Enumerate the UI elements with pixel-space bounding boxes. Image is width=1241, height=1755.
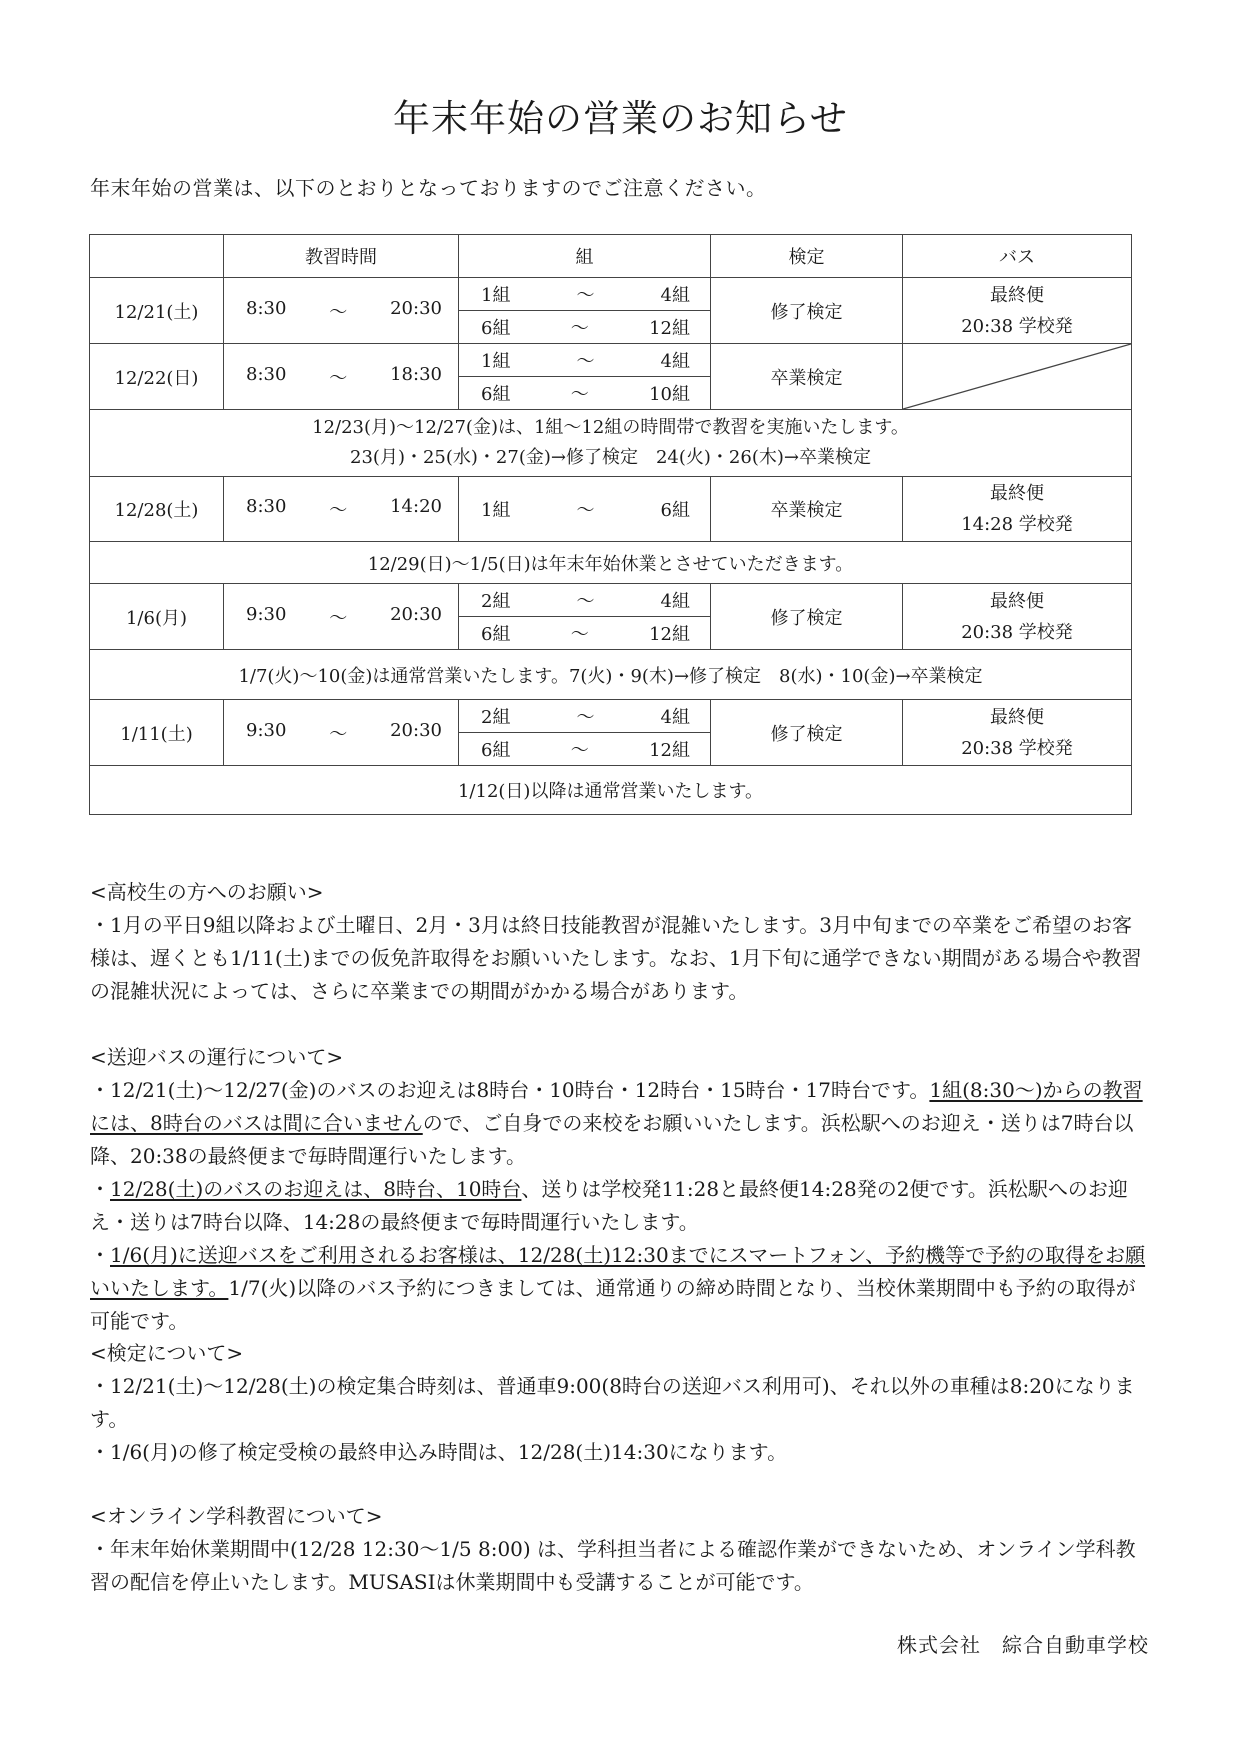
time-start: 8:30 bbox=[246, 297, 287, 319]
bus-label: 最終便 bbox=[990, 284, 1044, 306]
table-note-row bbox=[90, 766, 1132, 815]
table-row bbox=[90, 278, 1132, 311]
online-section bbox=[90, 1500, 1150, 1599]
time-start: 8:30 bbox=[246, 496, 287, 517]
row-time bbox=[224, 584, 459, 650]
underlined-text: 12/28(土)のバスのお迎えは、8時台、10時台 bbox=[110, 1177, 522, 1201]
group-range bbox=[459, 733, 711, 766]
section-heading: <オンライン学科教習について> bbox=[90, 1504, 383, 1528]
row-time bbox=[224, 344, 459, 410]
row-exam: 修了検定 bbox=[711, 584, 903, 650]
group-to: 6組 bbox=[660, 500, 690, 521]
section-paragraph: ・12/21(土)～12/28(土)の検定集合時刻は、普通車9:00(8時台の送迎バス利用可)、それ以外の車種は8:20になります。 bbox=[90, 1374, 1135, 1431]
table-note-row bbox=[90, 410, 1132, 477]
table-header-row bbox=[90, 235, 1132, 278]
section-paragraph: ・1/6(月)の修了検定受検の最終申込み時間は、12/28(土)14:30になります。 bbox=[90, 1440, 788, 1464]
bus-section bbox=[90, 1041, 1150, 1338]
row-bus bbox=[903, 477, 1132, 542]
group-from: 2組 bbox=[481, 707, 511, 728]
time-end: 20:30 bbox=[390, 603, 442, 625]
bus-time: 14:28 学校発 bbox=[961, 514, 1073, 535]
tilde: ～ bbox=[570, 384, 589, 405]
tilde: ～ bbox=[329, 723, 348, 745]
bus-time: 20:38 学校発 bbox=[961, 315, 1073, 337]
row-date: 12/21(土) bbox=[90, 278, 224, 344]
highschool-section bbox=[90, 876, 1150, 1008]
tilde: ～ bbox=[329, 607, 348, 629]
group-range bbox=[459, 584, 711, 617]
group-to: 4組 bbox=[660, 285, 690, 306]
note-line: 23(月)・25(水)・27(金)→修了検定 24(火)・26(木)→卒業検定 bbox=[350, 447, 871, 468]
section-paragraph bbox=[90, 1239, 1150, 1338]
group-to: 12組 bbox=[649, 624, 690, 645]
group-range bbox=[459, 278, 711, 311]
diagonal-line bbox=[903, 344, 1131, 409]
bus-cell-empty bbox=[903, 344, 1132, 410]
note-cell: 1/12(日)以降は通常営業いたします。 bbox=[90, 766, 1132, 815]
tilde: ～ bbox=[576, 285, 595, 306]
note-cell: 12/29(日)～1/5(日)は年末年始休業とさせていただきます。 bbox=[90, 542, 1132, 584]
note-cell: 1/7(火)～10(金)は通常営業いたします。7(火)・9(木)→修了検定 8(水)・10(金)→卒業検定 bbox=[90, 650, 1132, 700]
group-from: 6組 bbox=[481, 318, 511, 339]
row-time bbox=[224, 477, 459, 542]
bus-time: 20:38 学校発 bbox=[961, 621, 1073, 643]
group-to: 4組 bbox=[660, 591, 690, 612]
group-range bbox=[459, 617, 711, 650]
bus-label: 最終便 bbox=[990, 706, 1044, 728]
row-exam: 修了検定 bbox=[711, 700, 903, 766]
tilde: ～ bbox=[576, 707, 595, 728]
table-row bbox=[90, 700, 1132, 733]
group-from: 6組 bbox=[481, 624, 511, 645]
page-title: 年末年始の営業のお知らせ bbox=[393, 97, 848, 140]
section-heading: <送迎バスの運行について> bbox=[90, 1045, 344, 1069]
section-paragraph: ・1月の平日9組以降および土曜日、2月・3月は終日技能教習が混雑いたします。3月中旬までの卒業をご希望のお客様は、遅くとも1/11(土)までの仮免許取得をお願いいたします。なお、1月下旬に通学できない期間がある場合や教習の混雑状況によっては、さらに卒業までの期間がかかる場合があります。 bbox=[90, 913, 1142, 1003]
section-paragraph: ・年末年始休業期間中(12/28 12:30～1/5 8:00) は、学科担当者による確認作業ができないため、オンライン学科教習の配信を停止いたします。MUSASIは休業期間中も受講することが可能です。 bbox=[90, 1537, 1136, 1594]
row-bus bbox=[903, 584, 1132, 650]
note-line: 12/23(月)～12/27(金)は、1組～12組の時間帯で教習を実施いたします。 bbox=[312, 417, 909, 438]
tilde: ～ bbox=[576, 351, 595, 372]
tilde: ～ bbox=[329, 367, 348, 389]
text-run: ので、ご自身での来校をお願いいたします。浜松駅へのお迎え・送りは7時台以降、20:38の最終便まで毎時間運行いたします。 bbox=[90, 1111, 1134, 1168]
header-time: 教習時間 bbox=[224, 235, 459, 278]
table-row bbox=[90, 477, 1132, 542]
row-exam: 卒業検定 bbox=[711, 477, 903, 542]
tilde: ～ bbox=[329, 500, 348, 521]
tilde: ～ bbox=[576, 500, 595, 521]
time-end: 14:20 bbox=[390, 496, 442, 517]
signature: 株式会社 綜合自動車学校 bbox=[897, 1633, 1149, 1657]
group-to: 12組 bbox=[649, 318, 690, 339]
section-heading: <高校生の方へのお願い> bbox=[90, 880, 324, 904]
group-range bbox=[459, 477, 711, 542]
table-note-row bbox=[90, 542, 1132, 584]
group-from: 6組 bbox=[481, 740, 511, 761]
time-start: 9:30 bbox=[246, 719, 287, 741]
row-time bbox=[224, 700, 459, 766]
exam-section bbox=[90, 1337, 1150, 1469]
tilde: ～ bbox=[570, 624, 589, 645]
row-exam: 卒業検定 bbox=[711, 344, 903, 410]
tilde: ～ bbox=[570, 740, 589, 761]
text-run: ・12/21(土)～12/27(金)のバスのお迎えは8時台・10時台・12時台・15時台・17時台です。 bbox=[90, 1078, 930, 1102]
group-range bbox=[459, 344, 711, 377]
group-from: 1組 bbox=[481, 500, 511, 521]
time-end: 18:30 bbox=[390, 363, 442, 385]
row-date: 12/22(日) bbox=[90, 344, 224, 410]
group-to: 4組 bbox=[660, 707, 690, 728]
header-bus: バス bbox=[903, 235, 1132, 278]
time-start: 8:30 bbox=[246, 363, 287, 385]
tilde: ～ bbox=[570, 318, 589, 339]
underlined-text: 1組(8:30～)からの教習には、8時台のバスは間に合いません bbox=[90, 1078, 1143, 1135]
group-range bbox=[459, 700, 711, 733]
text-run: ・ bbox=[90, 1243, 110, 1267]
note-cell bbox=[90, 410, 1132, 477]
time-end: 20:30 bbox=[390, 719, 442, 741]
text-run: 1/7(火)以降のバス予約につきましては、通常通りの締め時間となり、当校休業期間中も予約の取得が可能です。 bbox=[90, 1276, 1136, 1333]
group-from: 2組 bbox=[481, 591, 511, 612]
table-row bbox=[90, 344, 1132, 377]
group-to: 10組 bbox=[649, 384, 690, 405]
section-heading: <検定について> bbox=[90, 1341, 244, 1365]
row-exam: 修了検定 bbox=[711, 278, 903, 344]
time-start: 9:30 bbox=[246, 603, 287, 625]
header-group: 組 bbox=[459, 235, 711, 278]
tilde: ～ bbox=[329, 301, 348, 323]
table-row bbox=[90, 584, 1132, 617]
row-date: 1/6(月) bbox=[90, 584, 224, 650]
underlined-text: 1/6(月)に送迎バスをご利用されるお客様は、12/28(土)12:30までにスマートフォン、予約機等で予約の取得をお願いいたします。 bbox=[90, 1243, 1146, 1300]
section-paragraph bbox=[90, 1074, 1150, 1173]
group-from: 1組 bbox=[481, 351, 511, 372]
group-to: 4組 bbox=[660, 351, 690, 372]
bus-time: 20:38 学校発 bbox=[961, 737, 1073, 759]
header-date bbox=[90, 235, 224, 278]
row-bus bbox=[903, 278, 1132, 344]
tilde: ～ bbox=[576, 591, 595, 612]
group-from: 6組 bbox=[481, 384, 511, 405]
bus-label: 最終便 bbox=[990, 483, 1044, 504]
group-to: 12組 bbox=[649, 740, 690, 761]
group-range bbox=[459, 377, 711, 410]
row-date: 12/28(土) bbox=[90, 477, 224, 542]
row-date: 1/11(土) bbox=[90, 700, 224, 766]
schedule-table bbox=[89, 234, 1132, 815]
header-exam: 検定 bbox=[711, 235, 903, 278]
text-run: ・ bbox=[90, 1177, 110, 1201]
row-time bbox=[224, 278, 459, 344]
group-range bbox=[459, 311, 711, 344]
text-run: 、送りは学校発11:28と最終便14:28発の2便です。浜松駅へのお迎え・送りは7時台以降、14:28の最終便まで毎時間運行いたします。 bbox=[90, 1177, 1128, 1234]
section-paragraph bbox=[90, 1173, 1150, 1239]
row-bus bbox=[903, 700, 1132, 766]
time-end: 20:30 bbox=[390, 297, 442, 319]
bus-label: 最終便 bbox=[990, 590, 1044, 612]
intro-text: 年末年始の営業は、以下のとおりとなっておりますのでご注意ください。 bbox=[90, 176, 767, 200]
table-note-row bbox=[90, 650, 1132, 700]
group-from: 1組 bbox=[481, 285, 511, 306]
